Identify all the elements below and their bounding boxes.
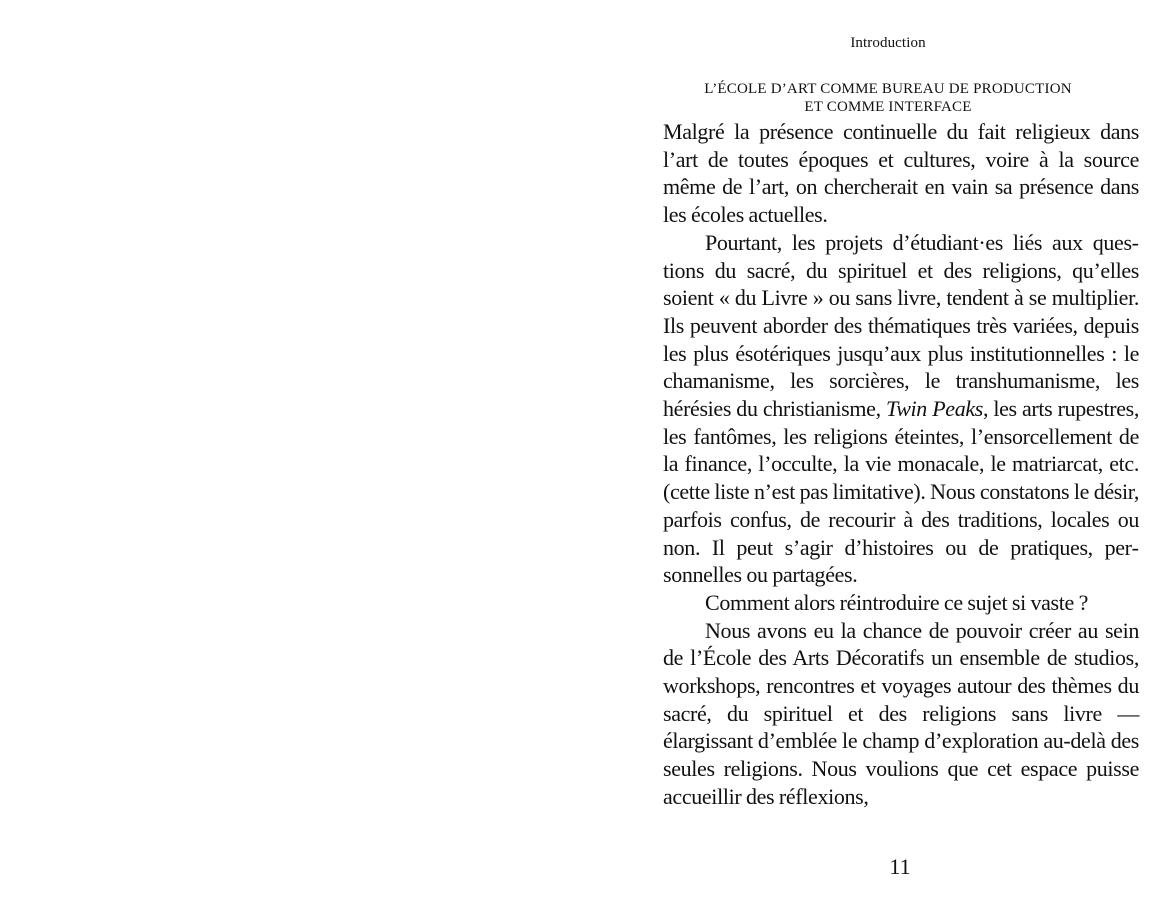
right-page [600, 0, 1176, 912]
section-title-line-1: L’ÉCOLE D’ART COMME BUREAU DE PRODUCTION [704, 81, 1072, 97]
running-head: Introduction [850, 35, 926, 51]
body-text [663, 118, 1139, 811]
section-title-line-2: ET COMME INTERFACE [804, 99, 972, 115]
section-title [600, 80, 1176, 116]
paragraph-3: Comment alors réintroduire ce sujet si vaste ? [705, 589, 1089, 615]
page-number: 11 [889, 854, 911, 879]
paragraph-2-part-2: , les arts rupestres, les fantômes, les religions éteintes, l’ensorcellement de la finance, l’occulte, la vie monacale, le matriarcat, etc. (cette liste n’est pas limitative). Nous constatons le désir, parfois confus, de recourir à des traditions, locales ou non. Il peut s’agir d’histoires ou de pratiques, personnelles ou partagées. [663, 396, 1140, 588]
paragraph-2-part-1: Pourtant, les projets d’étudiant·es liés aux questions du sacré, du spirituel et des religions, qu’elles soient « du Livre » ou sans livre, tendent à se multiplier. Ils peuvent aborder des thématiques très variées, depuis les plus ésotériques jusqu’aux plus institutionnelles : le chamanisme, les sorcières, le transhumanisme, les hérésies du christianisme, [663, 229, 1139, 422]
paragraph-4: Nous avons eu la chance de pouvoir créer au sein de l’École des Arts Décoratifs un ensemble de studios, workshops, rencontres et voyages autour des thèmes du sacré, du spirituel et des religions sans livre — élargissant d’emblée le champ d’exploration au-delà des seules religions. Nous voulions que cet espace puisse accueillir des réflexions, [663, 617, 1139, 809]
paragraph-1: Malgré la présence continuelle du fait religieux dans l’art de toutes époques et cultures, voire à la source même de l’art, on chercherait en vain sa présence dans les écoles actuelles. [663, 119, 1139, 228]
paragraph-2 [663, 229, 1139, 589]
paragraph-2-italic-title: Twin Peaks [885, 396, 983, 422]
